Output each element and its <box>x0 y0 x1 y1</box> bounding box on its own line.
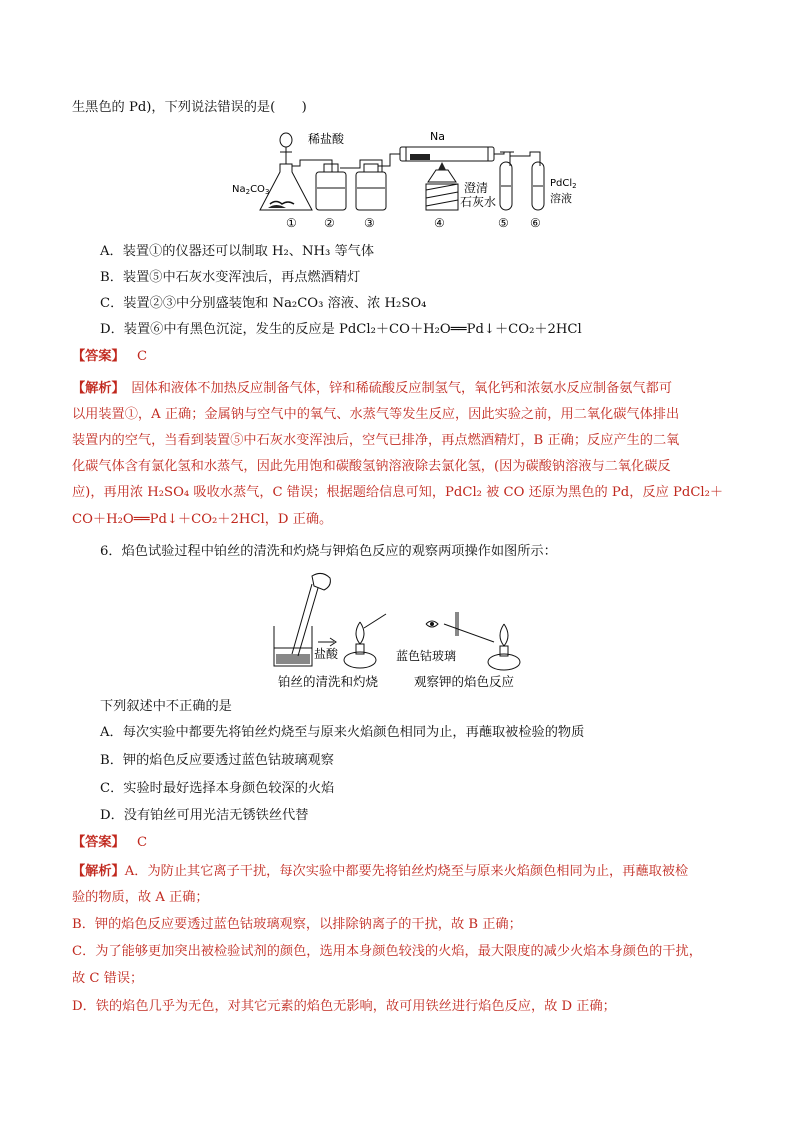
label-num-6: ⑥ <box>530 216 541 230</box>
label-dilute-hcl: 稀盐酸 <box>308 132 345 146</box>
label-hcl: 盐酸 <box>314 647 339 661</box>
label-num-1: ① <box>286 216 297 230</box>
label-num-5: ⑤ <box>498 216 509 230</box>
q5-option-a: A．装置①的仪器还可以制取 H₂、NH₃ 等气体 <box>100 244 375 259</box>
caption-observe-potassium: 观察钾的焰色反应 <box>414 674 515 689</box>
label-pdcl2: PdCl$_2$ <box>550 178 577 190</box>
q6-option-a: A．每次实验中都要先将铂丝灼烧至与原来火焰颜色相同为止，再蘸取被检验的物质 <box>100 725 585 740</box>
q6-analysis-line-3: B．钾的焰色反应要透过蓝色钴玻璃观察，以排除钠离子的干扰，故 B 正确； <box>72 917 522 932</box>
q6-answer-value: C <box>136 835 148 850</box>
q6-analysis-label: 【解析】 <box>72 864 125 879</box>
q5-analysis-line-4: 化碳气体含有氯化氢和水蒸气，因此先用饱和碳酸氢钠溶液除去氯化氢，(因为碳酸钠溶液与二氧化碳反 <box>72 459 671 474</box>
caption-wash-burn: 铂丝的清洗和灼烧 <box>278 674 379 689</box>
q6-flame-test-figure <box>268 570 536 692</box>
q5-analysis-line-2: 以用装置①，A 正确；金属钠与空气中的氧气、水蒸气等发生反应，因此实验之前，用二氧化碳气体排出 <box>72 407 680 422</box>
label-limewater-1: 澄清 <box>464 181 489 195</box>
label-na: Na <box>430 130 445 143</box>
label-num-2: ② <box>324 216 335 230</box>
q5-option-c: C．装置②③中分别盛装饱和 Na₂CO₃ 溶液、浓 H₂SO₄ <box>100 296 427 311</box>
q6-answer <box>72 833 147 853</box>
label-solution: 溶液 <box>550 192 572 205</box>
q5-option-b: B．装置⑤中石灰水变浑浊后，再点燃酒精灯 <box>100 270 361 285</box>
label-num-4: ④ <box>434 216 445 230</box>
q6-analysis-line-6: D．铁的焰色几乎为无色，对其它元素的焰色无影响，故可用铁丝进行焰色反应，故 D 正确； <box>72 999 616 1014</box>
q6-analysis-line-2: 验的物质，故 A 正确； <box>72 890 209 905</box>
q6-analysis-line-4: C．为了能够更加突出被检验试剂的颜色，选用本身颜色较浅的火焰，最大限度的减少火焰本身颜色的干扰， <box>72 944 702 959</box>
label-na2co3: $Na_2CO_3$ <box>232 184 270 196</box>
q5-option-d: D．装置⑥中有黑色沉淀，发生的反应是 PdCl₂＋CO＋H₂O══Pd↓＋CO₂＋2HCl <box>100 322 582 337</box>
q5-analysis-label: 【解析】 <box>72 381 119 396</box>
q6-option-b: B．钾的焰色反应要透过蓝色钴玻璃观察 <box>100 753 334 768</box>
q5-answer-value: C <box>136 349 148 364</box>
q5-answer <box>72 347 147 367</box>
q6-prompt: 下列叙述中不正确的是 <box>100 699 232 714</box>
q6-analysis-line-1: 【解析】A．为防止其它离子干扰，每次实验中都要先将铂丝灼烧至与原来火焰颜色相同为止，再蘸取被检 <box>72 864 689 879</box>
label-cobalt-glass: 蓝色钴玻璃 <box>396 649 457 663</box>
q5-answer-label: 【答案】 <box>72 349 125 364</box>
label-limewater-2: 石灰水 <box>460 195 497 209</box>
q5-analysis-line-3: 装置内的空气，当看到装置⑤中石灰水变浑浊后，空气已排净，再点燃酒精灯，B 正确；反应产生的二氧 <box>72 433 680 448</box>
q6-answer-label: 【答案】 <box>72 835 125 850</box>
label-num-3: ③ <box>364 216 375 230</box>
q6-option-d: D．没有铂丝可用光洁无锈铁丝代替 <box>100 808 309 823</box>
q5-analysis-line-1: 【解析】 固体和液体不加热反应制备气体，锌和稀硫酸反应制氢气，氧化钙和浓氨水反应制备氨气都可 <box>72 381 673 396</box>
q6-analysis-line-5: 故 C 错误； <box>72 971 144 986</box>
q5-analysis-line-5: 应)，再用浓 H₂SO₄ 吸收水蒸气，C 错误；根据题给信息可知，PdCl₂ 被 CO 还原为黑色的 Pd，反应 PdCl₂＋ <box>72 485 724 500</box>
q5-apparatus-figure <box>228 126 588 232</box>
q6-stem: 6．焰色试验过程中铂丝的清洗和灼烧与钾焰色反应的观察两项操作如图所示： <box>100 544 557 559</box>
q5-analysis-line-6: CO＋H₂O══Pd↓＋CO₂＋2HCl，D 正确。 <box>72 512 333 527</box>
q5-stem-tail: 生黑色的 Pd)，下列说法错误的是( ) <box>72 100 307 115</box>
q6-option-c: C．实验时最好选择本身颜色较深的火焰 <box>100 781 335 796</box>
